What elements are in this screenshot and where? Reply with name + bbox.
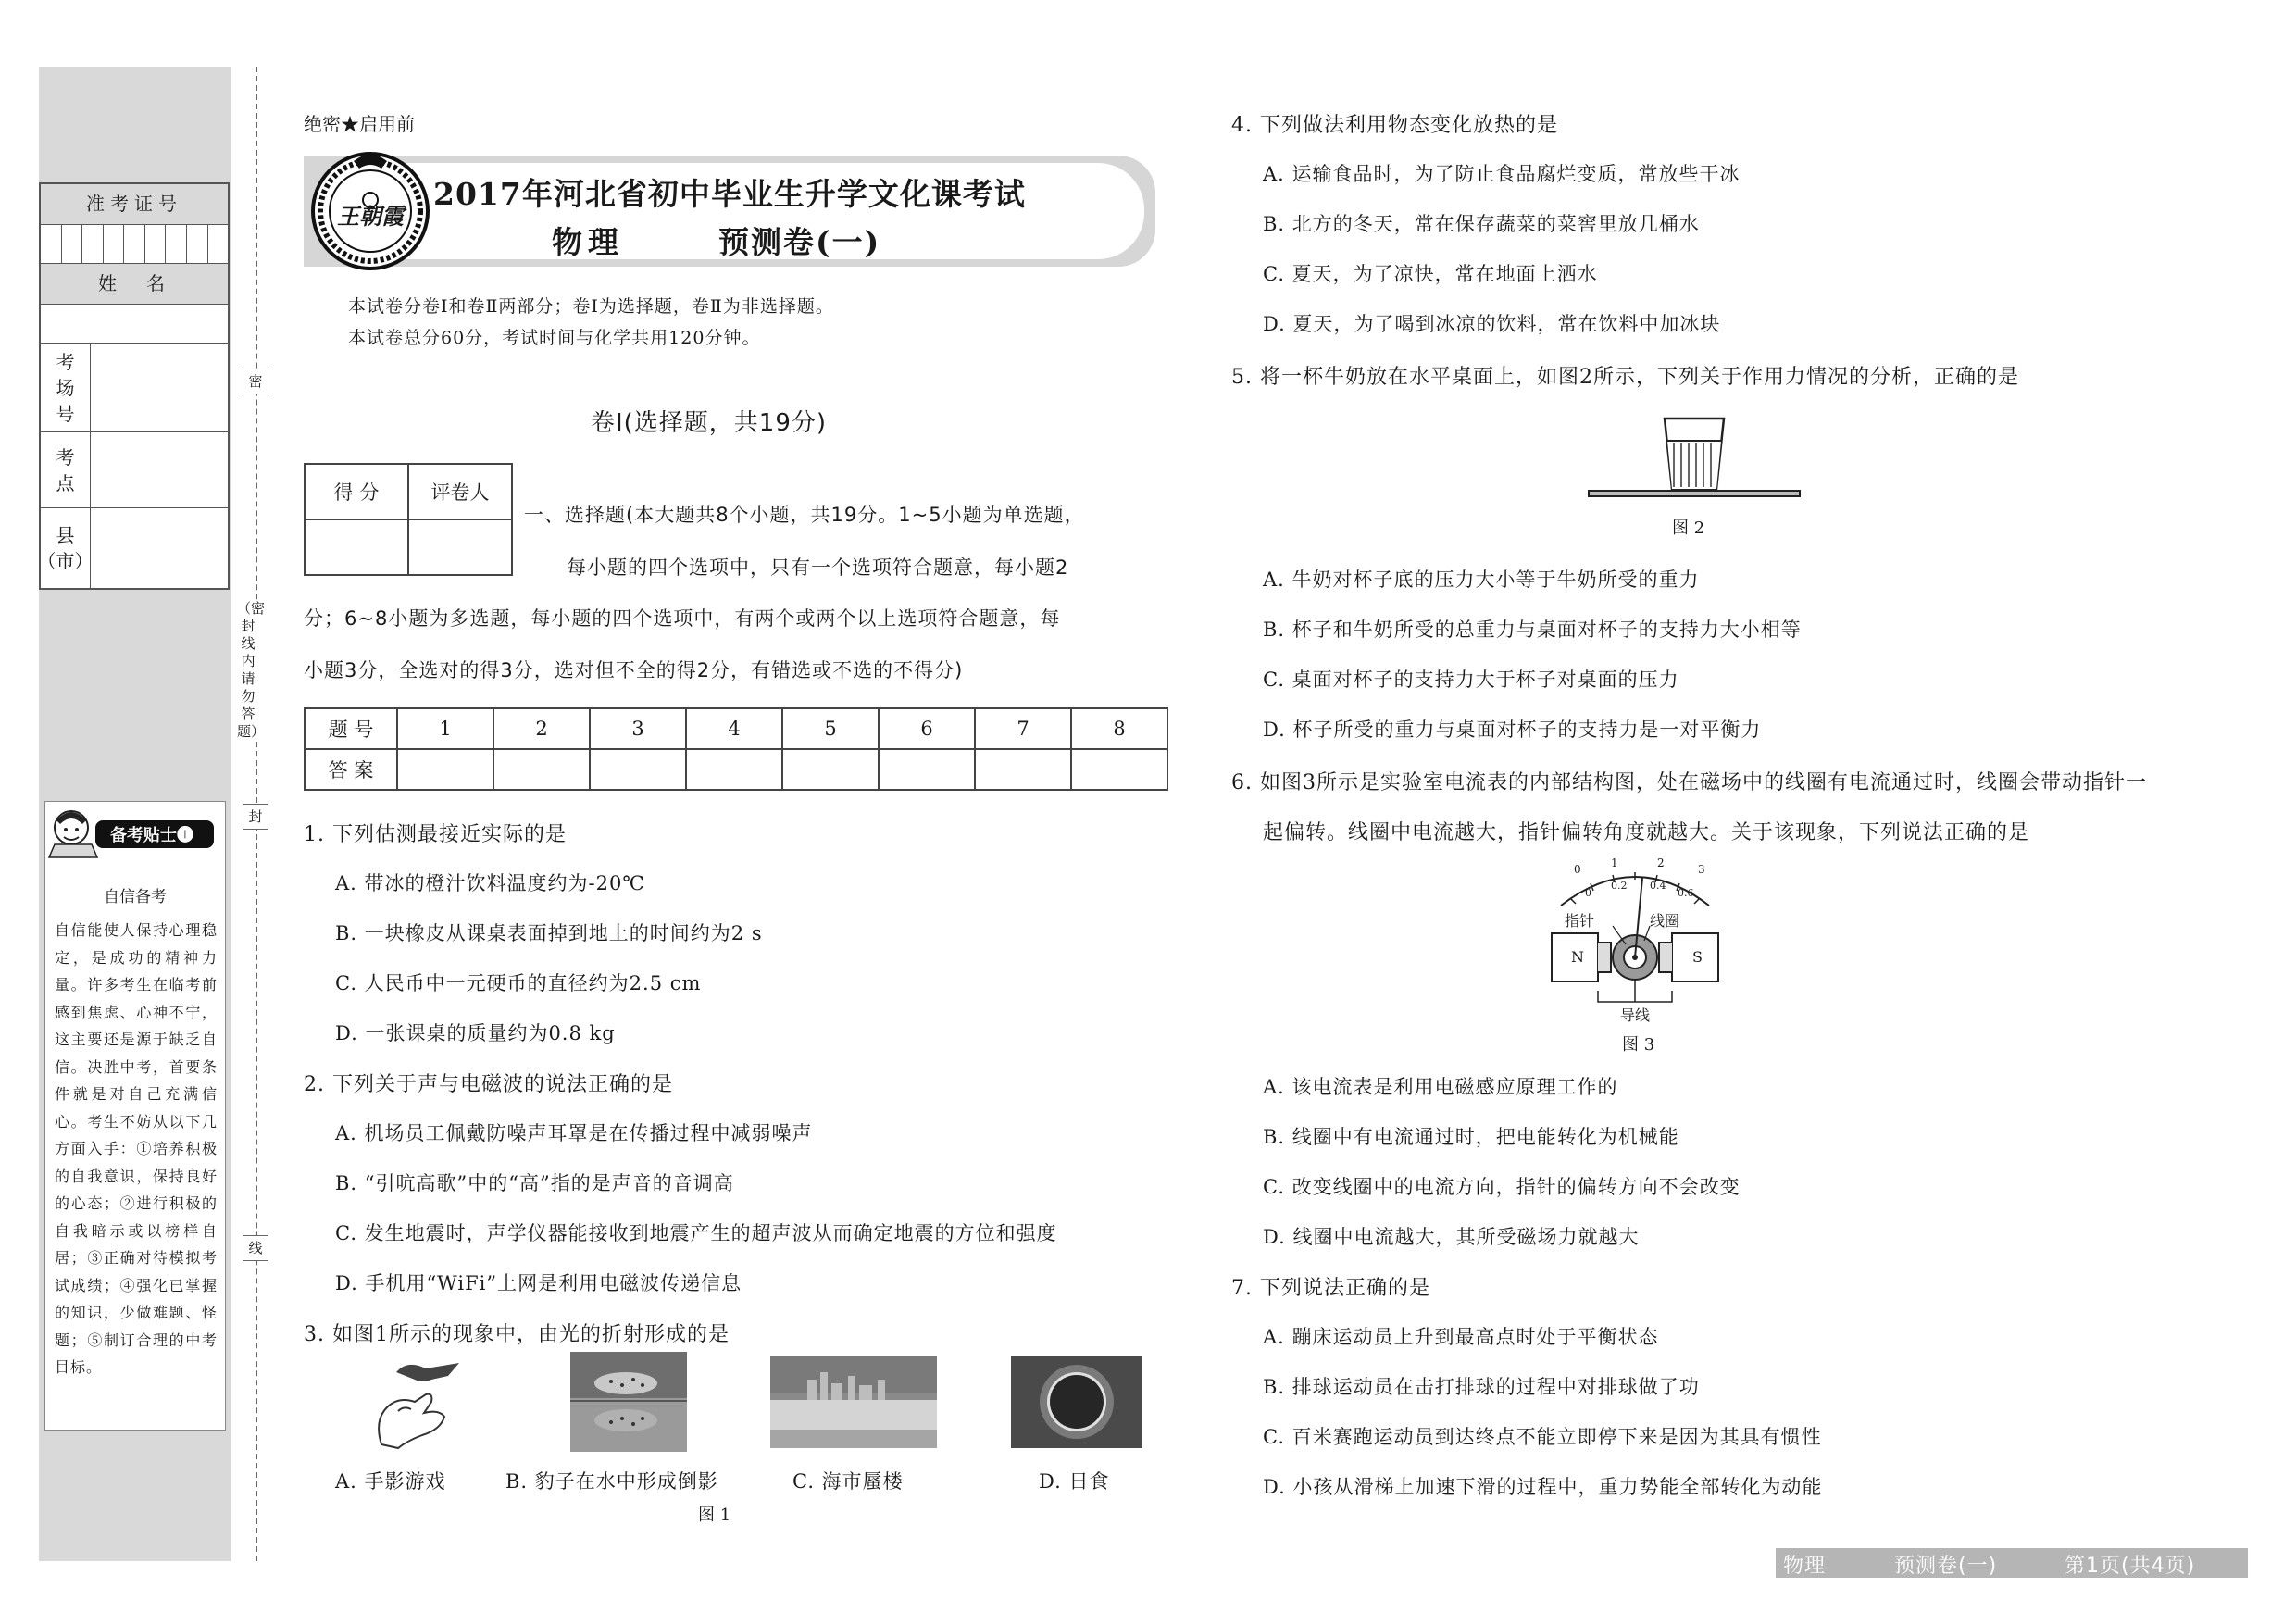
answer-cell[interactable] — [493, 749, 590, 790]
exam-note-1: 本试卷分卷Ⅰ和卷Ⅱ两部分；卷Ⅰ为选择题，卷Ⅱ为非选择题。 — [348, 296, 834, 317]
q6-option-d: D. 线圈中电流越大，其所受磁场力就越大 — [1263, 1226, 1640, 1248]
footer-page-number: 第1页(共4页) — [2065, 1555, 2196, 1578]
q3-option-c: C. 海市蜃楼 — [792, 1470, 904, 1493]
scale-label: 1 — [1611, 856, 1618, 869]
q7-option-d: D. 小孩从滑梯上加速下滑的过程中，重力势能全部转化为动能 — [1263, 1476, 1823, 1498]
instruction-line-3: 分；6~8小题为多选题，每小题的四个选项中，有两个或两个以上选项符合题意，每 — [304, 607, 1061, 630]
number-row-label: 题 号 — [305, 708, 397, 749]
seal-note: （密封线内请勿答题） — [237, 600, 266, 740]
q5-option-d: D. 杯子所受的重力与桌面对杯子的支持力是一对平衡力 — [1263, 719, 1762, 741]
q3-option-a: A. 手影游戏 — [335, 1470, 446, 1493]
seal-char-mi: 密 — [243, 369, 268, 394]
instruction-line-2: 每小题的四个选项中，只有一个选项符合题意，每小题2 — [567, 556, 1069, 579]
question-number: 3 — [590, 708, 686, 749]
answer-row-label: 答 案 — [305, 749, 397, 790]
q3-option-b: B. 豹子在水中形成倒影 — [505, 1470, 718, 1493]
question-number: 1 — [397, 708, 493, 749]
exam-title: 2017年河北省初中毕业生升学文化课考试 — [433, 176, 1026, 212]
q6-option-a: A. 该电流表是利用电磁感应原理工作的 — [1263, 1076, 1618, 1098]
question-number: 6 — [879, 708, 975, 749]
question-number: 2 — [493, 708, 590, 749]
answer-cell[interactable] — [397, 749, 493, 790]
q2-option-d: D. 手机用“WiFi”上网是利用电磁波传递信息 — [335, 1272, 742, 1294]
figure-2-caption: 图 2 — [1672, 519, 1705, 538]
name-field[interactable] — [41, 305, 228, 344]
confidential-mark: 绝密★启用前 — [304, 113, 415, 135]
q5-stem: 5. 将一杯牛奶放在水平桌面上，如图2所示，下列关于作用力情况的分析，正确的是 — [1231, 366, 2019, 389]
q3-stem: 3. 如图1所示的现象中，由光的折射形成的是 — [304, 1323, 730, 1346]
question-number: 7 — [975, 708, 1071, 749]
question-number: 4 — [686, 708, 782, 749]
footer-subject: 物理 — [1783, 1555, 1827, 1578]
q4-option-a: A. 运输食品时，为了防止食品腐烂变质，常放些干冰 — [1263, 163, 1741, 185]
county-label: 县（市） — [41, 508, 91, 588]
q1-option-c: C. 人民币中一元硬币的直径约为2.5 cm — [335, 972, 702, 994]
scale-label: 0.6 — [1678, 887, 1694, 899]
hand-shadow-image — [370, 1356, 474, 1452]
q2-option-b: B. “引吭高歌”中的“高”指的是声音的音调高 — [335, 1172, 734, 1194]
scale-label: 2 — [1657, 856, 1665, 869]
q1-stem: 1. 下列估测最接近实际的是 — [304, 823, 567, 846]
south-pole-label: S — [1692, 948, 1703, 966]
q4-option-c: C. 夏天，为了凉快，常在地面上洒水 — [1263, 263, 1598, 285]
score-cell[interactable] — [305, 519, 408, 575]
exam-tips-box — [44, 801, 226, 1431]
tips-body: 自信能使人保持心理稳定，是成功的精神力量。许多考生在临考前感到焦虑、心神不宁，这主要还是源于缺乏自信。决胜中考，首要条件就是对自己充满信心。考生不妨从以下几方面入手：①培养积极的自我意识，保持良好的心态；②进行积极的自我暗示或以榜样自居；③正确对待模拟考试成绩；④强化已掌握的知识，少做难题、怪题；⑤制订合理的中考目标。 — [55, 921, 218, 1376]
ticket-number-cells[interactable] — [41, 225, 228, 264]
q7-option-b: B. 排球运动员在击打排球的过程中对排球做了功 — [1263, 1376, 1700, 1398]
answer-cell[interactable] — [686, 749, 782, 790]
score-table — [304, 463, 513, 576]
north-pole-label: N — [1571, 948, 1584, 966]
logo-text: 王朝霞 — [337, 203, 404, 230]
footer-paper: 预测卷(一) — [1894, 1555, 1998, 1578]
q5-option-b: B. 杯子和牛奶所受的总重力与桌面对杯子的支持力大小相等 — [1263, 619, 1802, 641]
q4-stem: 4. 下列做法利用物态变化放热的是 — [1231, 114, 1558, 137]
exam-site-field[interactable] — [41, 432, 228, 508]
q6-stem-line-2: 起偏转。线圈中电流越大，指针偏转角度就越大。关于该现象，下列说法正确的是 — [1263, 821, 2030, 844]
q5-option-c: C. 桌面对杯子的支持力大于杯子对桌面的压力 — [1263, 669, 1679, 691]
q5-option-a: A. 牛奶对杯子底的压力大小等于牛奶所受的重力 — [1263, 569, 1700, 591]
answer-cell[interactable] — [1071, 749, 1167, 790]
tips-title: 自信备考 — [104, 888, 167, 906]
instruction-line-4: 小题3分，全选对的得3分，选对但不全的得2分，有错选或不选的不得分) — [304, 659, 964, 681]
q1-option-d: D. 一张课桌的质量约为0.8 kg — [335, 1022, 616, 1044]
scale-label: 0 — [1585, 887, 1591, 899]
exam-room-label: 考场号 — [41, 344, 91, 431]
pointer-label: 指针 — [1565, 912, 1595, 930]
scale-label: 3 — [1698, 863, 1705, 876]
q2-option-a: A. 机场员工佩戴防噪声耳罩是在传播过程中减弱噪声 — [335, 1122, 813, 1144]
seal-char-feng: 封 — [243, 804, 268, 830]
q4-option-d: D. 夏天，为了喝到冰凉的饮料，常在饮料中加冰块 — [1263, 313, 1721, 335]
q3-option-d: D. 日食 — [1039, 1470, 1110, 1493]
scale-label: 0 — [1574, 863, 1581, 876]
answer-cell[interactable] — [590, 749, 686, 790]
candidate-info-box — [39, 182, 230, 590]
paper-name: 预测卷(一) — [718, 224, 881, 260]
answer-cell[interactable] — [975, 749, 1071, 790]
score-label: 得 分 — [305, 464, 408, 519]
q4-option-b: B. 北方的冬天，常在保存蔬菜的菜窖里放几桶水 — [1263, 213, 1700, 235]
coil-label: 线圈 — [1650, 912, 1680, 930]
q6-option-c: C. 改变线圈中的电流方向，指针的偏转方向不会改变 — [1263, 1176, 1741, 1198]
milk-cup-figure — [1585, 415, 1803, 504]
q7-option-a: A. 蹦床运动员上升到最高点时处于平衡状态 — [1263, 1326, 1659, 1348]
question-number: 5 — [782, 708, 879, 749]
q2-option-c: C. 发生地震时，声学仪器能接收到地震产生的超声波从而确定地震的方位和强度 — [335, 1222, 1057, 1244]
subject-title: 物理 — [552, 224, 624, 260]
answer-cell[interactable] — [879, 749, 975, 790]
leopard-reflection-image — [570, 1352, 687, 1452]
q1-option-b: B. 一块橡皮从课桌表面掉到地上的时间约为2 s — [335, 922, 763, 944]
q2-stem: 2. 下列关于声与电磁波的说法正确的是 — [304, 1073, 673, 1096]
instruction-line-1: 一、选择题(本大题共8个小题，共19分。1~5小题为单选题， — [524, 504, 1085, 526]
answer-cell[interactable] — [782, 749, 879, 790]
answer-table — [304, 707, 1168, 791]
wire-label: 导线 — [1620, 1004, 1650, 1025]
exam-site-label: 考点 — [41, 432, 91, 507]
exam-room-field[interactable] — [41, 344, 228, 432]
figure-1-caption: 图 1 — [698, 1506, 731, 1525]
county-field[interactable] — [37, 508, 228, 588]
q7-stem: 7. 下列说法正确的是 — [1231, 1277, 1430, 1300]
name-label: 姓 名 — [41, 264, 228, 305]
mirage-image — [770, 1356, 937, 1448]
figure-3-caption: 图 3 — [1622, 1035, 1655, 1055]
question-number: 8 — [1071, 708, 1167, 749]
grader-cell[interactable] — [408, 519, 512, 575]
scale-label: 0.2 — [1611, 880, 1628, 892]
tips-badge: 备考贴士❶ — [110, 826, 193, 845]
q6-option-b: B. 线圈中有电流通过时，把电能转化为机械能 — [1263, 1126, 1679, 1148]
q7-option-c: C. 百米赛跑运动员到达终点不能立即停下来是因为其具有惯性 — [1263, 1426, 1822, 1448]
ammeter-figure — [1542, 852, 1728, 1026]
section-title: 卷Ⅰ(选择题，共19分) — [591, 409, 828, 437]
grader-label: 评卷人 — [408, 464, 512, 519]
scale-label: 0.4 — [1650, 880, 1666, 892]
ticket-number-label: 准考证号 — [41, 184, 228, 225]
exam-note-2: 本试卷总分60分，考试时间与化学共用120分钟。 — [348, 328, 761, 348]
solar-eclipse-image — [1011, 1356, 1142, 1448]
q6-stem-line-1: 6. 如图3所示是实验室电流表的内部结构图，处在磁场中的线圈有电流通过时，线圈会带动指针一 — [1231, 771, 2147, 794]
seal-char-xian: 线 — [243, 1235, 268, 1261]
q1-option-a: A. 带冰的橙汁饮料温度约为-20℃ — [335, 872, 645, 894]
